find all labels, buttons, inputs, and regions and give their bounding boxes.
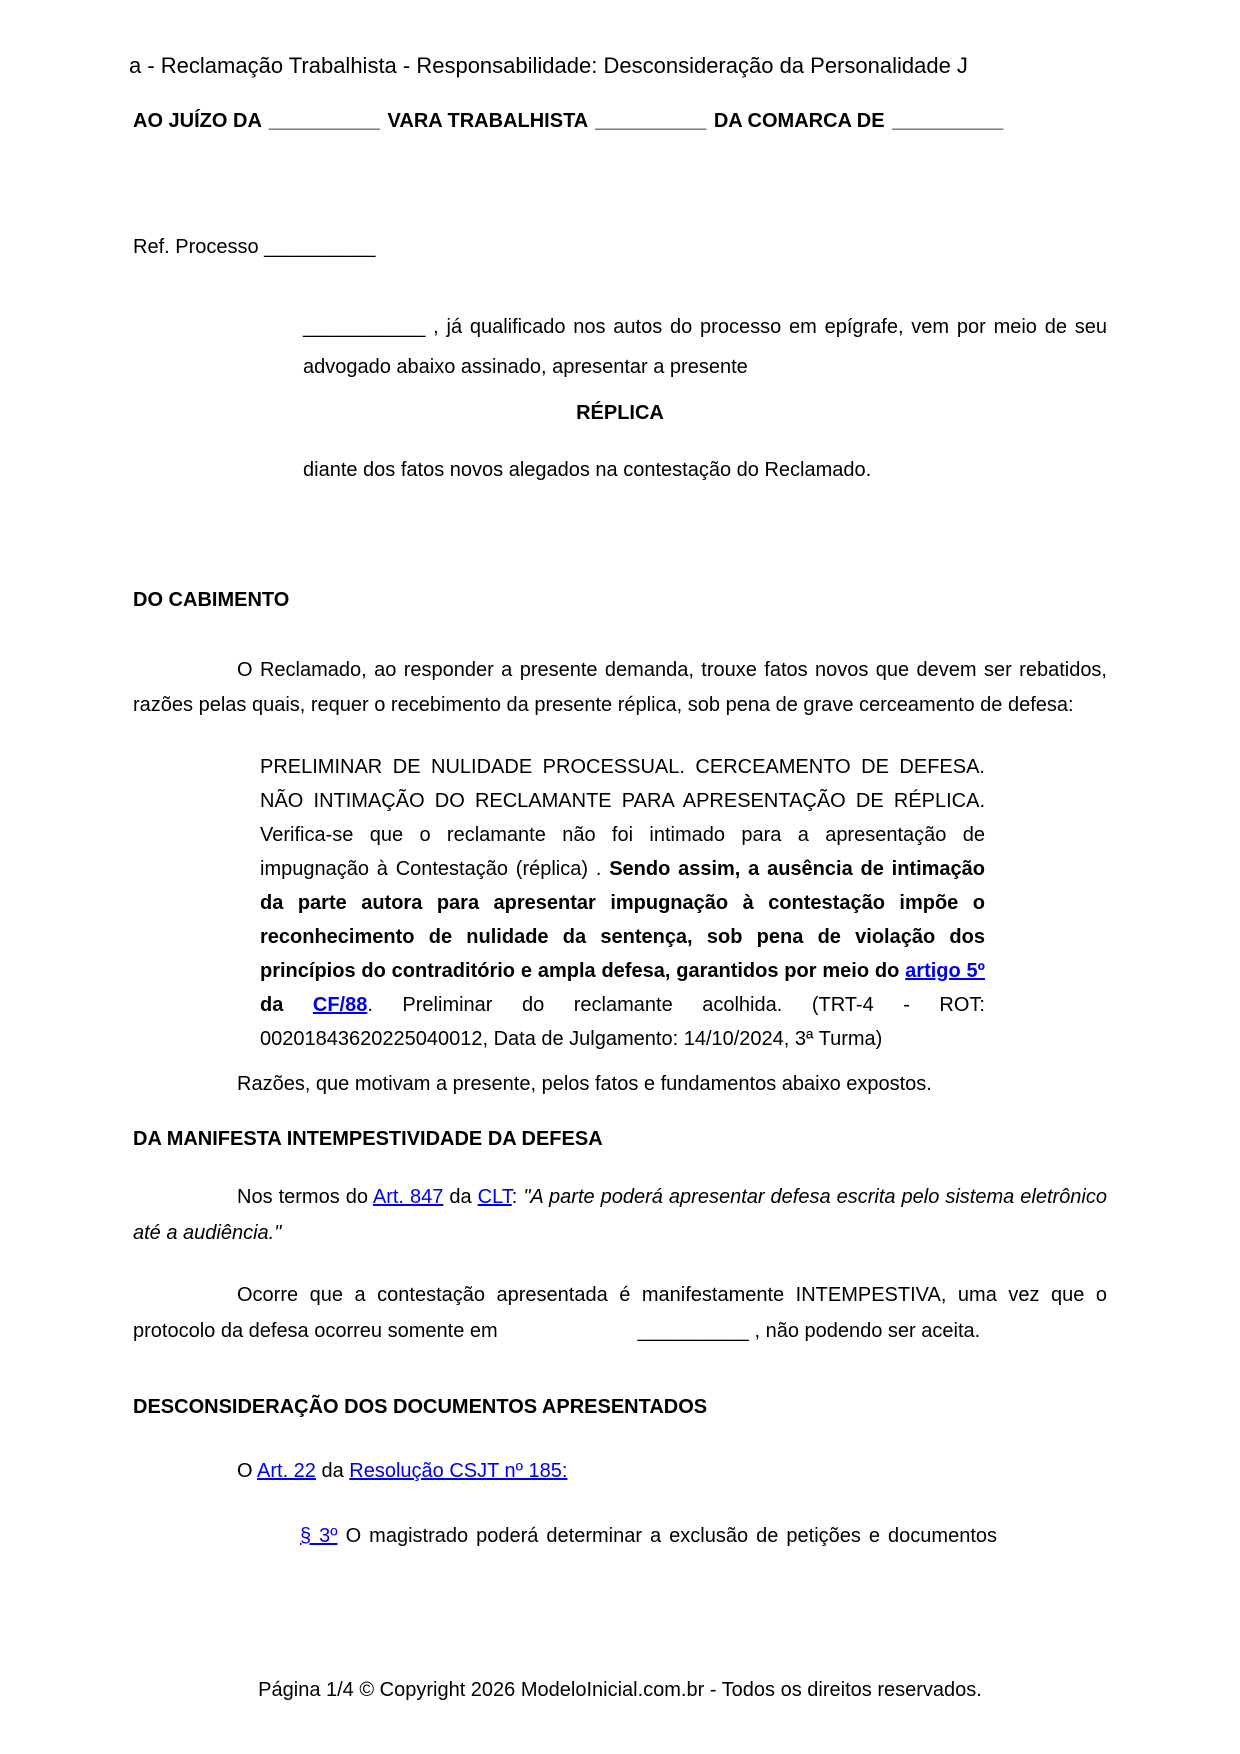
ref-processo-line bbox=[133, 235, 1107, 259]
quote-regular-part-2: . Preliminar do reclamante acolhida. (TRT-4 - ROT: 00201843620225040012, Data de Julgamento: 14/10/2024, 3ª Turma) bbox=[260, 994, 985, 1050]
intro-paragraph bbox=[303, 307, 1107, 387]
intempestiva-text: Ocorre que a contestação apresentada é manifestamente INTEMPESTIVA, uma vez que o protocolo da defesa ocorreu somente em bbox=[133, 1284, 1107, 1342]
section-heading-desconsideracao: DESCONSIDERAÇÃO DOS DOCUMENTOS APRESENTADOS bbox=[133, 1396, 708, 1418]
replica-heading: RÉPLICA bbox=[576, 402, 664, 424]
replica-purpose-text: diante dos fatos novos alegados na contestação do Reclamado. bbox=[303, 459, 872, 481]
ref-processo-label: Ref. Processo bbox=[133, 236, 259, 258]
party-name-blank: ___________ bbox=[303, 316, 426, 338]
page-footer: Página 1/4 © Copyright 2026 ModeloInicial.com.br - Todos os direitos reservados. bbox=[258, 1679, 982, 1701]
cabimento-paragraph: O Reclamado, ao responder a presente demanda, trouxe fatos novos que devem ser rebatidos, razões pelas quais, requer o recebimento da presente réplica, sob pena de grave cerceamento de defesa: bbox=[133, 659, 1107, 716]
quote-bold-da: da bbox=[260, 994, 313, 1016]
clt-quote-text: "A parte poderá apresentar defesa escrita pelo sistema eletrônico até a audiência." bbox=[133, 1186, 1107, 1244]
link-cf88[interactable]: CF/88 bbox=[312, 994, 368, 1016]
resolucao-citation-mid: da bbox=[315, 1460, 350, 1482]
section-heading-intempestividade: DA MANIFESTA INTEMPESTIVIDADE DA DEFESA bbox=[133, 1128, 603, 1150]
intro-paragraph-text: , já qualificado nos autos do processo em epígrafe, vem por meio de seu advogado abaixo assinado, apresentar a presente bbox=[303, 316, 1107, 378]
trabalhista-blank: __________ bbox=[595, 110, 707, 132]
link-paragrafo-3[interactable]: § 3º bbox=[300, 1525, 338, 1547]
court-addressing-text-2: VARA TRABALHISTA bbox=[387, 110, 588, 132]
link-art-847[interactable]: Art. 847 bbox=[372, 1186, 444, 1208]
intempestiva-tail-text: , não podendo ser aceita. bbox=[748, 1320, 981, 1342]
clt-citation-paragraph bbox=[133, 1179, 1107, 1251]
court-addressing-line bbox=[133, 109, 1107, 133]
clt-citation-separator: : bbox=[511, 1186, 524, 1208]
protocol-date-blank: __________ bbox=[637, 1320, 749, 1342]
link-artigo-5[interactable]: artigo 5º bbox=[905, 960, 985, 982]
cabimento-closing-paragraph: Razões, que motivam a presente, pelos fatos e fundamentos abaixo expostos. bbox=[237, 1073, 932, 1095]
resolucao-citation-lead: O bbox=[237, 1460, 258, 1482]
section-heading-cabimento: DO CABIMENTO bbox=[133, 589, 290, 611]
link-resolucao-csjt-185[interactable]: Resolução CSJT nº 185: bbox=[349, 1460, 568, 1482]
comarca-blank: __________ bbox=[892, 110, 1004, 132]
vara-number-blank: __________ bbox=[268, 110, 380, 132]
paragrafo-3-quote bbox=[260, 1519, 997, 1553]
link-art-22[interactable]: Art. 22 bbox=[257, 1460, 316, 1482]
clt-citation-mid: da bbox=[443, 1186, 478, 1208]
resolucao-citation-paragraph bbox=[133, 1459, 1107, 1483]
clt-citation-lead: Nos termos do bbox=[237, 1186, 373, 1208]
processo-number-blank: __________ bbox=[264, 236, 376, 258]
intempestiva-paragraph bbox=[133, 1277, 1107, 1349]
link-clt[interactable]: CLT bbox=[477, 1186, 512, 1208]
court-addressing-text-3: DA COMARCA DE bbox=[713, 110, 885, 132]
document-title: a - Reclamação Trabalhista - Responsabilidade: Desconsideração da Personalidade J bbox=[129, 53, 968, 78]
quote-bold-part: Sendo assim, a ausência de intimação da parte autora para apresentar impugnação à contestação impõe o reconhecimento de nulidade da sentença, sob pena de violação dos princípios do contraditório e ampla defesa, garantidos por meio do bbox=[260, 858, 985, 982]
jurisprudence-quote bbox=[260, 750, 985, 1056]
quote-regular-part-1: PRELIMINAR DE NULIDADE PROCESSUAL. CERCEAMENTO DE DEFESA. NÃO INTIMAÇÃO DO RECLAMANTE PARA APRESENTAÇÃO DE RÉPLICA. Verifica-se que o reclamante não foi intimado para a apresentação de impugnação à Contestação (réplica) . bbox=[260, 756, 985, 880]
paragrafo-3-text: O magistrado poderá determinar a exclusão de petições e documentos bbox=[337, 1525, 997, 1547]
court-addressing-text-1: AO JUÍZO DA bbox=[133, 110, 262, 132]
